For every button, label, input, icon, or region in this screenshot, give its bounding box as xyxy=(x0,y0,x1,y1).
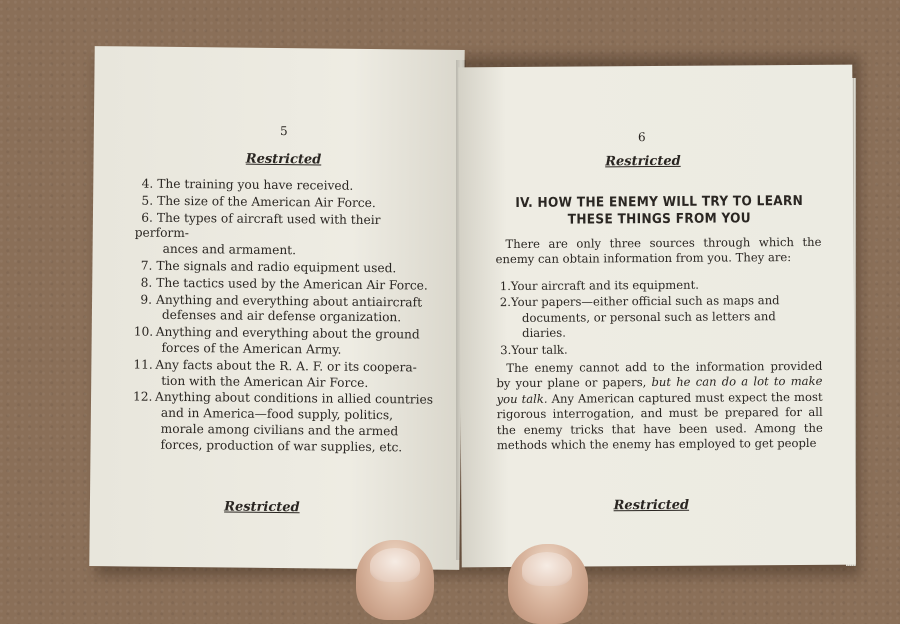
left-list-item-number: 6. xyxy=(141,210,154,225)
left-list-item-line: The size of the American Air Force. xyxy=(157,193,376,210)
left-list-item xyxy=(134,258,434,277)
left-list-item-number: 11. xyxy=(133,357,153,372)
left-list-item-line: and in America—food supply, politics, xyxy=(160,405,394,423)
left-thumb xyxy=(356,540,434,620)
left-list-item xyxy=(134,275,434,294)
right-page xyxy=(458,65,855,568)
left-list-item xyxy=(133,357,433,392)
sources-list-item-line: documents, or personal such as letters and xyxy=(521,308,776,325)
left-list-item-line: Any facts about the R. A. F. or its cooperа- xyxy=(155,357,417,375)
left-page-list xyxy=(132,177,435,458)
sources-list xyxy=(500,277,821,359)
left-page-header: Restricted xyxy=(245,151,322,168)
left-list-item-line: The tactics used by the American Air Force. xyxy=(156,275,428,293)
left-thumbnail xyxy=(370,548,420,582)
body-paragraph-italic: but he can do a lot to make you talk. xyxy=(496,374,823,406)
body-paragraph xyxy=(496,359,823,454)
left-list-item-number: 10. xyxy=(133,324,154,339)
sources-list-item-number: 3. xyxy=(500,342,512,357)
left-list-item-number: 9. xyxy=(140,292,153,307)
sources-list-item xyxy=(500,277,820,295)
left-list-item xyxy=(135,210,435,261)
sources-list-item-number: 2. xyxy=(499,295,512,310)
body-paragraph-end: Any American captured must expect the most rigorous interrogation, and must be prepared for all the enemy tricks that have been used. Among the methods which the enemy has employed to get people xyxy=(496,389,823,453)
section-heading-line-2: THESE THINGS FROM YOU xyxy=(567,210,751,228)
right-page-number: 6 xyxy=(637,130,646,145)
left-page xyxy=(89,46,464,570)
right-thumbnail xyxy=(522,552,572,586)
sources-list-item xyxy=(500,340,820,358)
left-page-footer: Restricted xyxy=(224,499,300,516)
left-page-number: 5 xyxy=(279,124,288,139)
sources-list-item-line: diaries. xyxy=(522,325,566,341)
sources-list-item-line: Your talk. xyxy=(511,342,568,357)
left-list-item-line: morale among civilians and the armed xyxy=(160,421,399,439)
right-thumb xyxy=(508,544,588,624)
left-list-item-line: The types of aircraft used with their perform- xyxy=(134,210,381,241)
left-list-item-line: ances and armament. xyxy=(162,241,297,258)
left-list-item-line: The training you have received. xyxy=(157,176,354,193)
left-list-item-line: Anything and everything about antiaircraft xyxy=(156,292,423,310)
left-list-item xyxy=(135,177,435,196)
body-paragraph-start: The enemy cannot add to the information provided by your plane or papers, xyxy=(496,358,823,391)
right-page-header: Restricted xyxy=(605,153,681,170)
left-list-item-number: 5. xyxy=(141,193,154,208)
left-list-item-line: Anything and everything about the ground xyxy=(155,324,420,342)
section-heading-line-1: IV. HOW THE ENEMY WILL TRY TO LEARN xyxy=(515,192,804,211)
left-list-item-number: 12. xyxy=(132,389,153,405)
left-list-item-line: Anything about conditions in allied countries xyxy=(154,390,434,407)
section-heading xyxy=(489,193,829,229)
left-list-item-line: defenses and air defense organization. xyxy=(161,308,402,325)
left-list-item-number: 7. xyxy=(140,258,153,273)
intro-paragraph: There are only three sources through which the enemy can obtain information from you. They are: xyxy=(495,234,822,267)
sources-list-item-line: Your papers—either official such as maps and xyxy=(510,293,780,310)
left-list-item xyxy=(132,390,433,456)
left-list-item-line: The signals and radio equipment used. xyxy=(156,258,397,276)
left-list-item-number: 8. xyxy=(140,275,153,290)
right-page-footer: Restricted xyxy=(613,497,690,514)
left-list-item xyxy=(135,193,435,212)
left-list-item-line: tion with the American Air Force. xyxy=(161,373,369,390)
sources-list-item-number: 1. xyxy=(499,279,511,294)
left-list-item xyxy=(134,292,434,327)
left-list-item-line: forces, production of war supplies, etc. xyxy=(160,437,403,455)
sources-list-item xyxy=(500,293,820,341)
left-list-item-line: forces of the American Army. xyxy=(161,340,342,357)
left-list-item xyxy=(133,325,433,360)
sources-list-item-line: Your aircraft and its equipment. xyxy=(510,277,700,294)
left-list-item-number: 4. xyxy=(141,176,154,191)
